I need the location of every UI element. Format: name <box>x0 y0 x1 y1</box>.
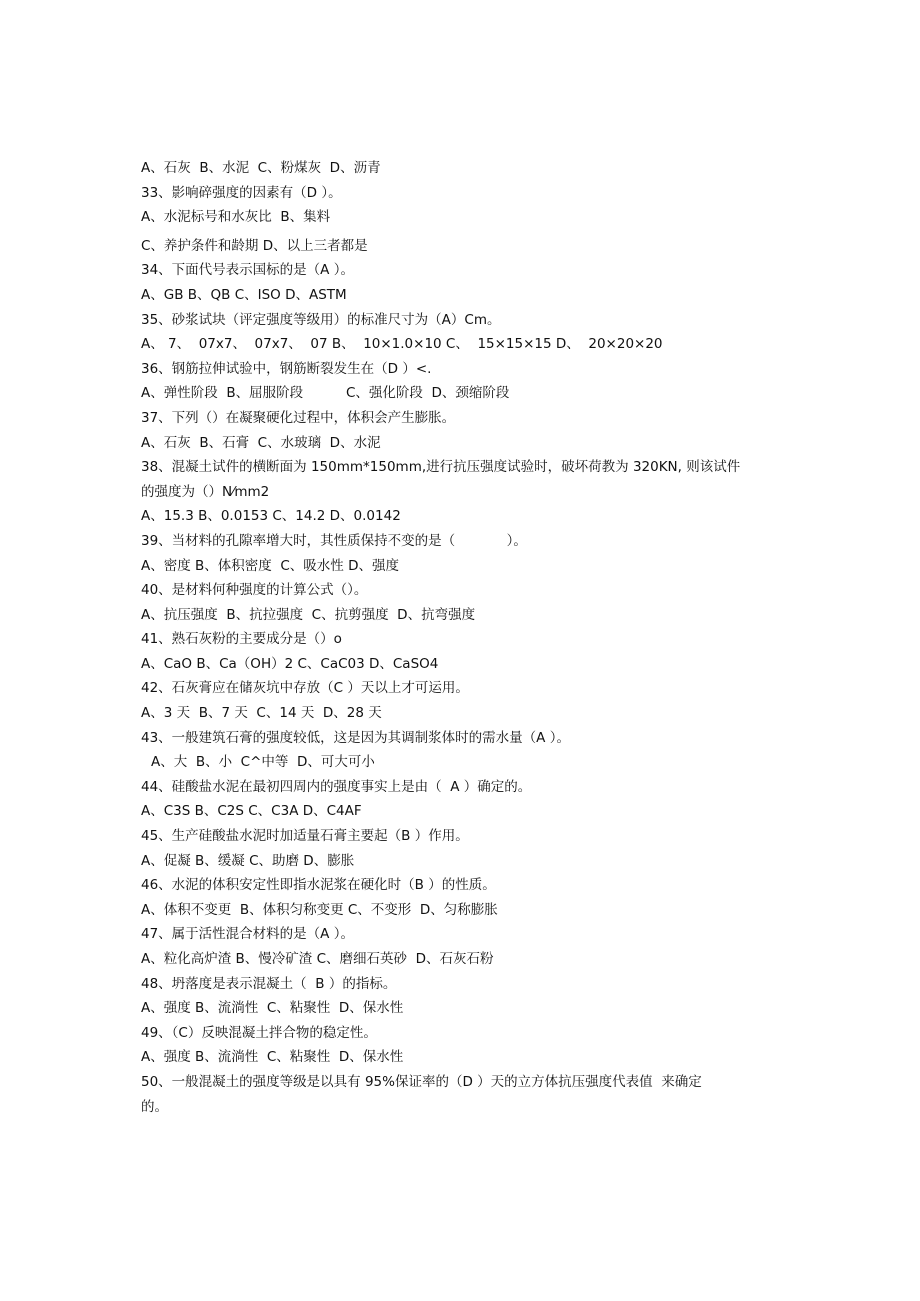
option-line: A、促凝 B、缓凝 C、助磨 D、膨胀 <box>141 852 355 869</box>
option-line: A、抗压强度 B、抗拉强度 C、抗剪强度 D、抗弯强度 <box>141 606 476 623</box>
question-line: 42、石灰膏应在储灰坑中存放（C ）天以上才可运用。 <box>141 680 469 697</box>
question-line: 46、水泥的体积安定性即指水泥浆在硬化时（B ）的性质。 <box>141 877 496 894</box>
question-line: 39、当材料的孔隙率增大时，其性质保持不变的是（ ）。 <box>141 532 527 549</box>
question-line: 43、一般建筑石膏的强度较低，这是因为其调制浆体时的需水量（A ）。 <box>141 729 570 746</box>
question-line: 33、影响碎强度的因素有（D ）。 <box>141 184 342 201</box>
option-line: A、15.3 B、0.0153 C、14.2 D、0.0142 <box>141 508 401 525</box>
option-line: A、大 B、小 C^中等 D、可大可小 <box>151 754 375 771</box>
question-line: 34、下面代号表示国标的是（A ）。 <box>141 262 354 279</box>
option-line: A、粒化高炉渣 B、慢冷矿渣 C、磨细石英砂 D、石灰石粉 <box>141 951 494 967</box>
question-list <box>141 156 781 1119</box>
question-line: 45、生产硅酸盐水泥时加适量石膏主要起（B ）作用。 <box>141 828 469 845</box>
option-line: A、密度 B、体积密度 C、吸水性 D、强度 <box>141 557 399 574</box>
question-line: 48、坍落度是表示混凝土（ B ）的指标。 <box>141 975 397 992</box>
question-line: 49、（C）反映混凝土拌合物的稳定性。 <box>141 1024 377 1041</box>
option-line: A、CaO B、Ca（OH）2 C、CaC03 D、CaSO4 <box>141 655 439 672</box>
option-line: A、GB B、QB C、ISO D、ASTM <box>141 286 347 303</box>
option-line: A、体积不变更 B、体积匀称变更 C、不变形 D、匀称膨胀 <box>141 901 498 918</box>
question-line: 47、属于活性混合材料的是（A ）。 <box>141 926 354 943</box>
question-line-continued: 的强度为（）N⁄mm2 <box>141 483 270 500</box>
option-line: A、 7、 07x7、 07x7、 07 B、 10×1.0×10 C、 15×15×15 D、 20×20×20 <box>141 336 663 353</box>
question-line: 40、是材料何种强度的计算公式（）。 <box>141 582 368 599</box>
option-line: A、强度 B、流淌性 C、粘聚性 D、保水性 <box>141 1049 404 1066</box>
question-line: 37、下列（）在凝聚硬化过程中，体积会产生膨胀。 <box>141 409 456 426</box>
option-line: A、C3S B、C2S C、C3A D、C4AF <box>141 803 362 820</box>
question-line: 38、混凝土试件的横断面为 150mm*150mm,进行抗压强度试验时，破坏荷教为 320KN, 则该试件 <box>141 459 741 476</box>
question-line: 50、一般混凝土的强度等级是以具有 95%保证率的（D ）天的立方体抗压强度代表值 来确定 <box>141 1073 702 1090</box>
question-line: 36、钢筋拉伸试验中，钢筋断裂发生在（D ）<. <box>141 360 432 377</box>
question-line-continued: 的。 <box>141 1098 168 1115</box>
option-line: A、石灰 B、石膏 C、水玻璃 D、水泥 <box>141 434 381 451</box>
option-line: A、3 天 B、7 天 C、14 天 D、28 天 <box>141 705 382 722</box>
question-line: 35、砂浆试块（评定强度等级用）的标准尺寸为（A）Cm。 <box>141 311 501 328</box>
option-line: A、水泥标号和水灰比 B、集料 <box>141 209 331 226</box>
option-line: A、强度 B、流淌性 C、粘聚性 D、保水性 <box>141 1000 404 1017</box>
question-line: 41、熟石灰粉的主要成分是（）o <box>141 631 342 648</box>
text-line: A、石灰 B、水泥 C、粉煤灰 D、沥青 <box>141 160 381 176</box>
option-line: A、弹性阶段 B、屈服阶段 C、强化阶段 D、颈缩阶段 <box>141 385 510 402</box>
option-line: C、养护条件和龄期 D、以上三者都是 <box>141 237 368 254</box>
question-line: 44、硅酸盐水泥在最初四周内的强度事实上是由（ A ）确定的。 <box>141 778 532 795</box>
